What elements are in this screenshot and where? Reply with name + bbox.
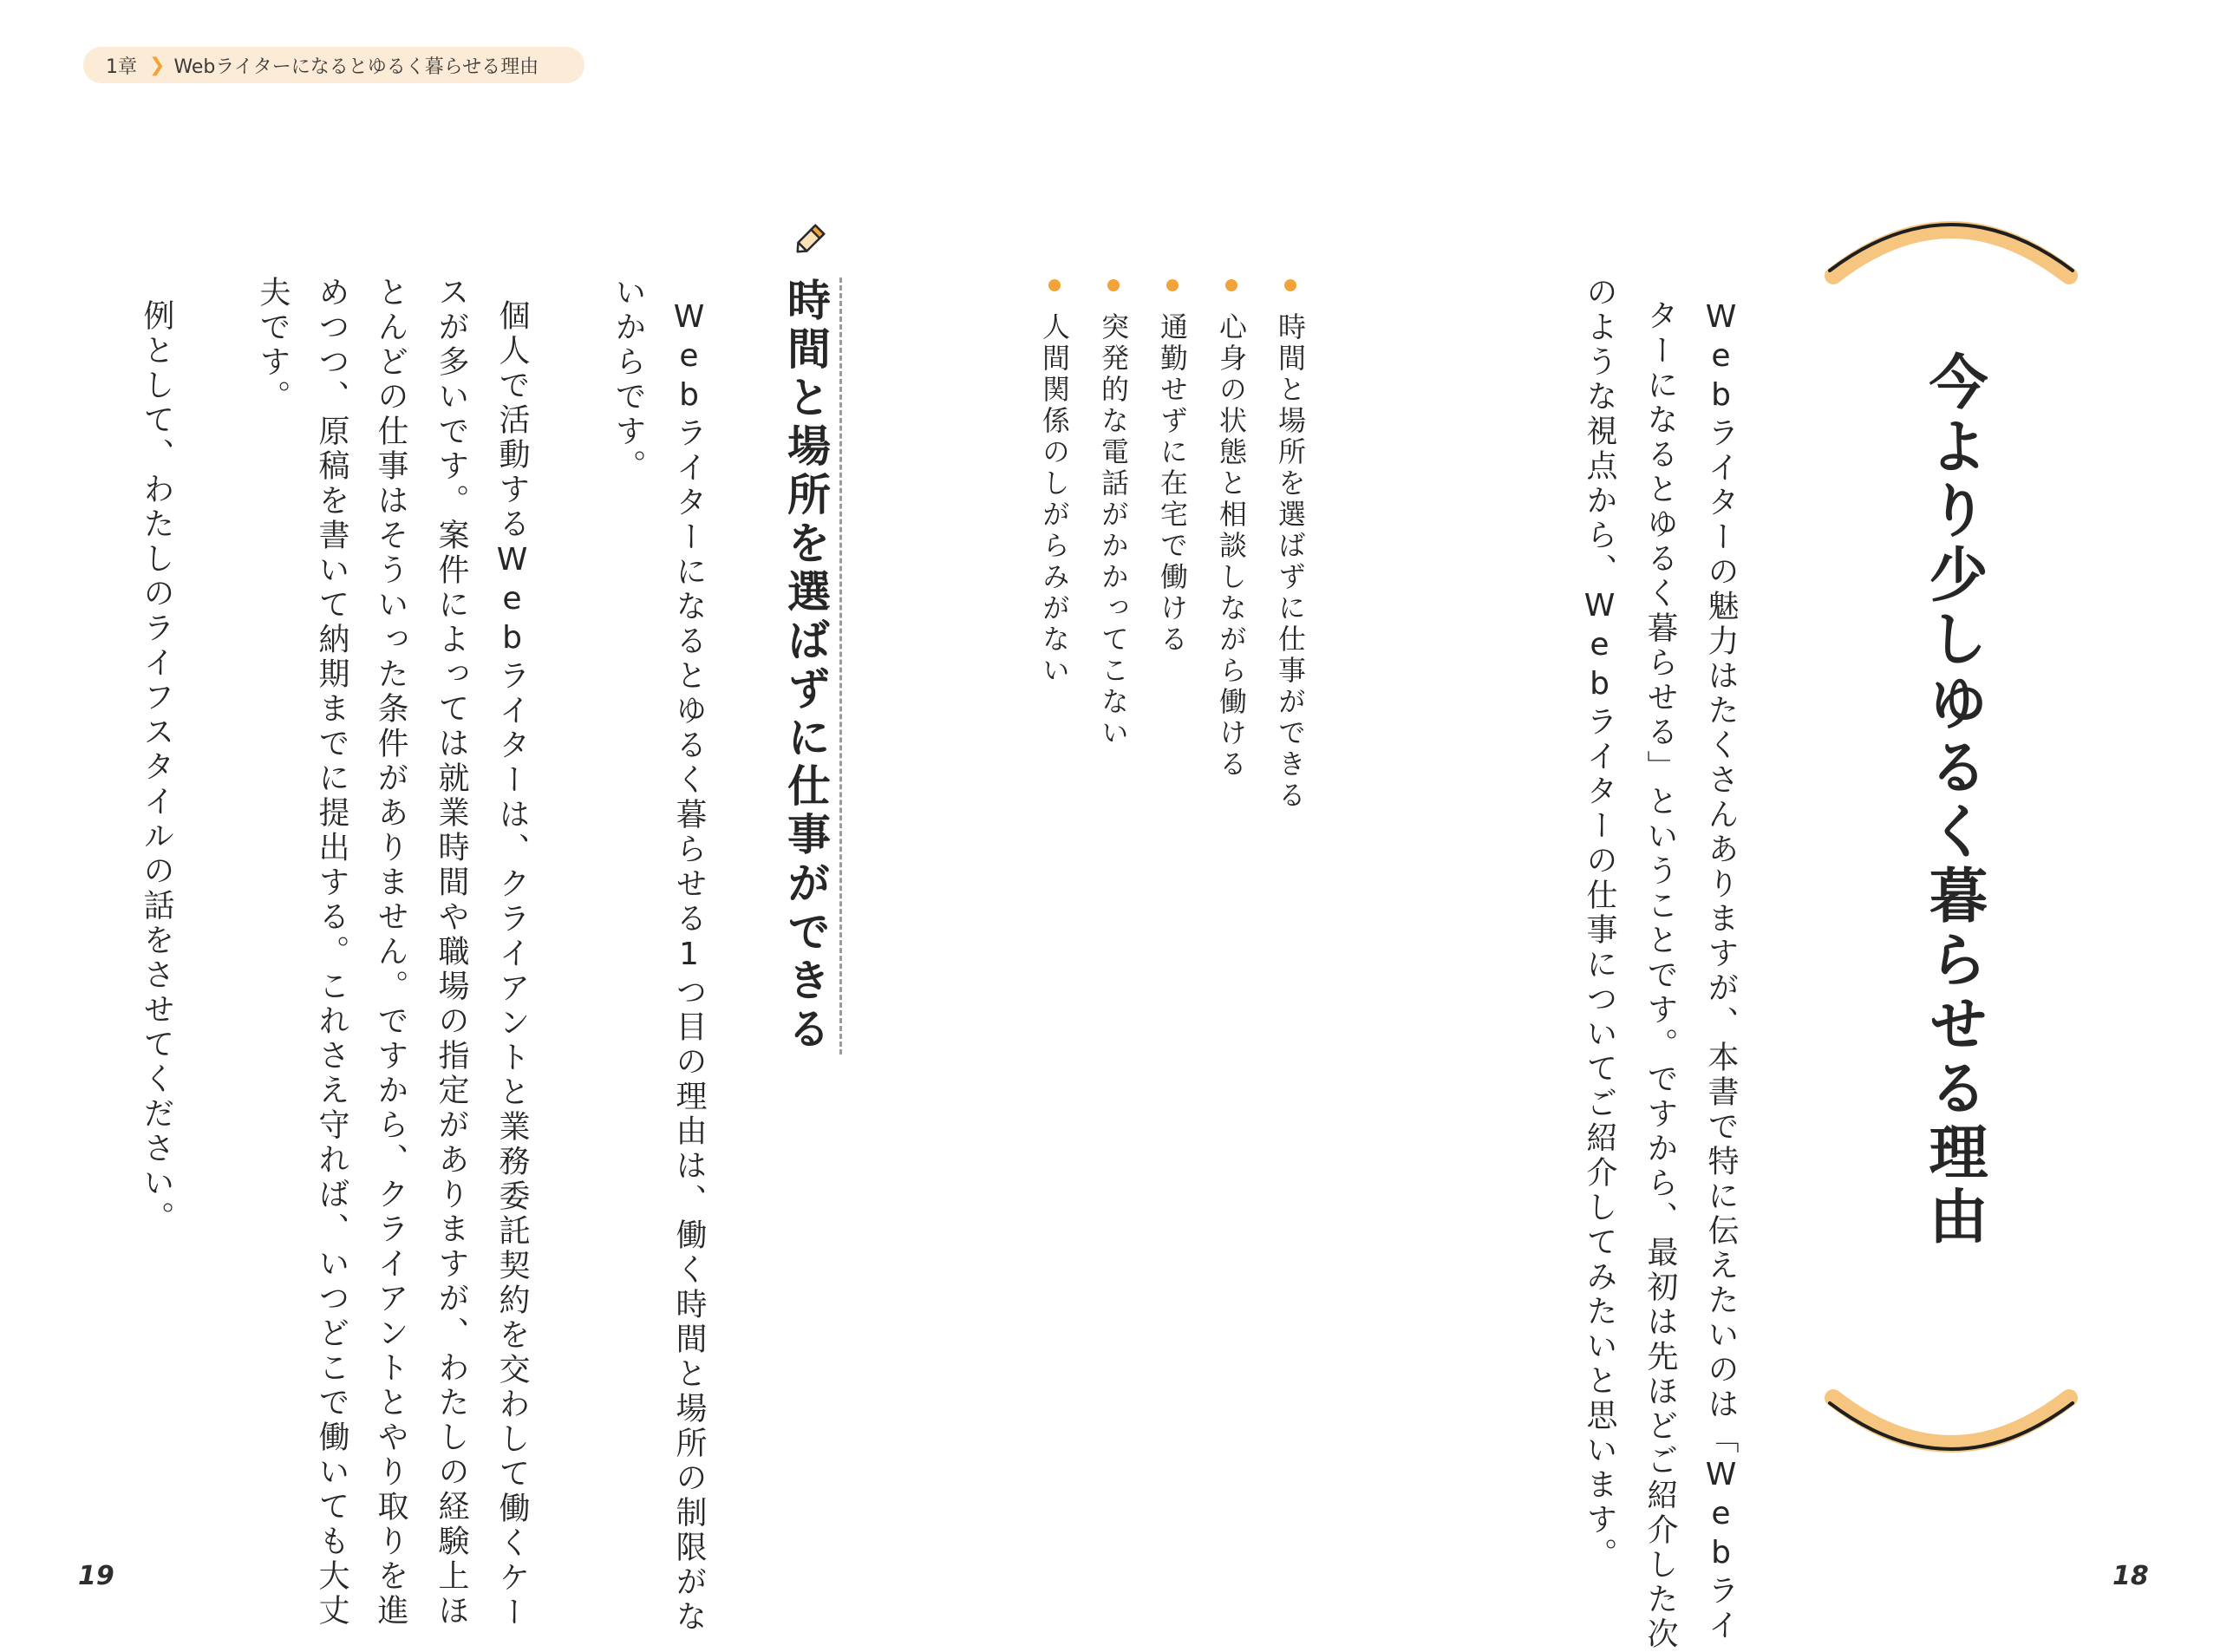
list-item: 時間と場所を選ばずに仕事ができる [1276,276,1304,812]
paragraph-2-line-2: スが多いです。案件によっては就業時間や職場の指定がありますが、わたしの経験上ほ [434,276,469,1629]
feature-list [1009,276,1307,812]
page-title: 今より少しゆるく暮らせる理由 [1919,351,1988,1250]
page-number-right: 18 [2112,1561,2149,1591]
paragraph-2-line-5: 夫です。 [255,276,291,415]
bullet-dot-icon [1166,279,1179,291]
breadcrumb-title: Webライターになるとゆるく暮らせる理由 [173,56,539,78]
paragraph-3-line-1: 例として、わたしのライフスタイルの話をさせてください。 [139,299,174,1236]
list-item: 突発的な電話がかかってこない [1100,276,1127,812]
title-bottom-arc-icon [1821,1370,2081,1466]
section-heading: 時間と場所を選ばずに仕事ができる [784,278,842,1055]
list-item: 人間関係のしがらみがない [1041,276,1068,812]
paragraph-1-line-1: Webライターになるとゆるく暮らせる1つ目の理由は、働く時間と場所の制限がな [671,299,707,1635]
bullet-dot-icon [1048,279,1061,291]
paragraph-2-line-4: めつつ、原稿を書いて納期までに提出する。これさえ守れば、いつどこで働いても大丈 [314,276,349,1629]
paragraph-2-line-3: とんどの仕事はそういった条件がありません。ですから、クライアントとやり取りを進 [373,276,408,1629]
intro-line-1: Webライターの魅力はたくさんありますが、本書で特に伝えたいのは「Webライ [1703,299,1739,1643]
bullet-dot-icon [1284,279,1296,291]
pencil-icon [791,217,832,258]
bullet-dot-icon [1225,279,1237,291]
title-top-arc-icon [1821,208,2081,304]
list-item: 通勤せずに在宅で働ける [1159,276,1186,812]
breadcrumb-chapter: 1章 [106,56,137,78]
intro-line-3: のような視点から、Webライターの仕事についてご紹介してみたいと思います。 [1582,276,1617,1572]
intro-line-2: ターになるとゆるく暮らせる」ということです。ですから、最初は先ほどご紹介した次 [1642,299,1678,1652]
paragraph-2-line-1: 個人で活動するWebライターは、クライアントと業務委託契約を交わして働くケー [494,299,530,1630]
list-item: 心身の状態と相談しながら働ける [1218,276,1245,812]
breadcrumb [83,47,584,83]
chevron-right-icon: ❯ [149,54,166,76]
paragraph-1-line-2: いからです。 [610,276,646,484]
bullet-dot-icon [1107,279,1120,291]
page-number-left: 19 [78,1561,114,1591]
